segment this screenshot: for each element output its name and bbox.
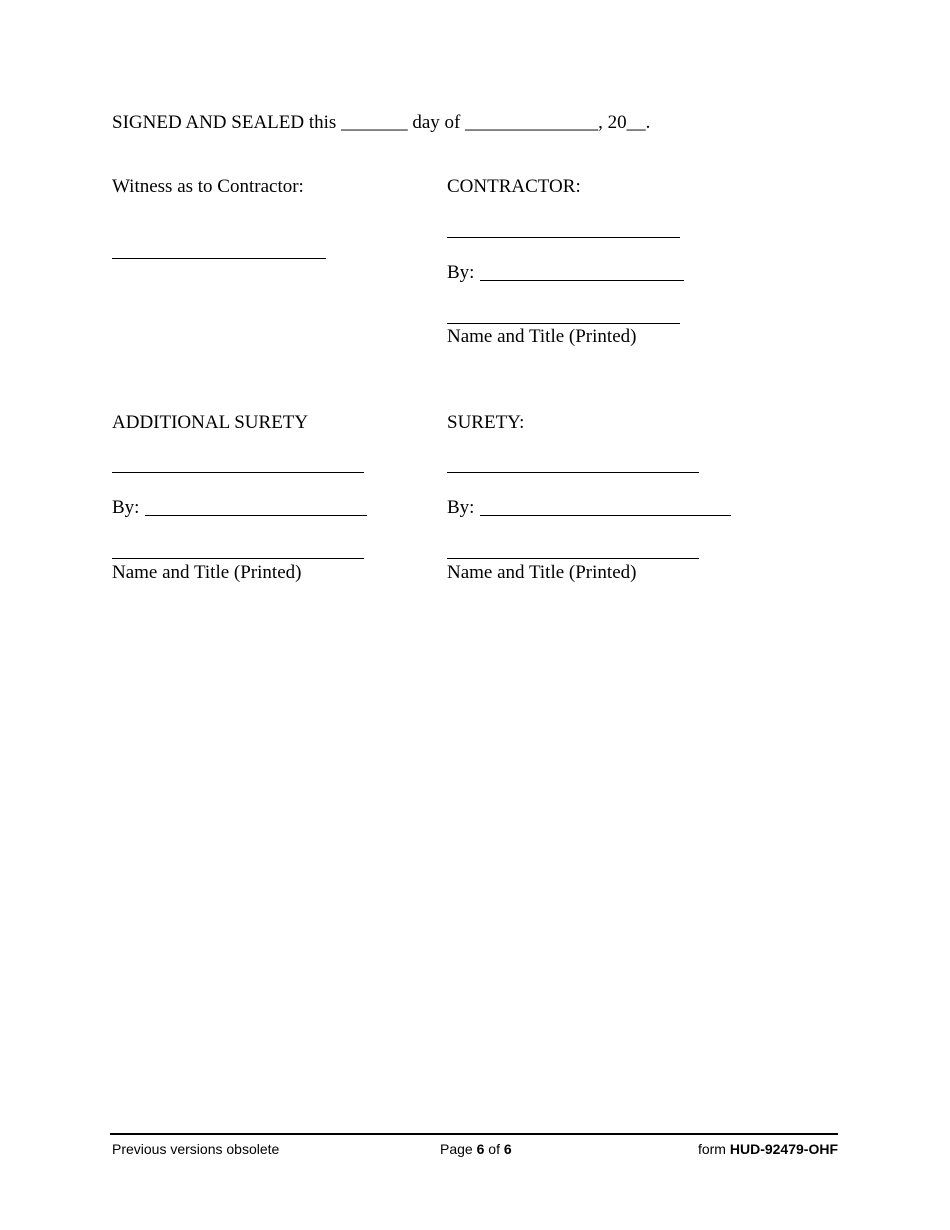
- surety-name-line[interactable]: [447, 472, 699, 473]
- page-total: 6: [503, 1141, 512, 1157]
- additional-surety-label: ADDITIONAL SURETY: [112, 412, 309, 433]
- day-blank[interactable]: _______: [341, 112, 408, 133]
- year-blank[interactable]: __: [626, 112, 646, 133]
- surety-by-label: By:: [447, 497, 475, 518]
- signed-text-3: , 20: [598, 112, 627, 133]
- page-prefix: Page: [440, 1141, 477, 1157]
- signed-text-4: .: [645, 112, 651, 133]
- footer-form-id: [698, 1141, 838, 1158]
- additional-surety-name-line[interactable]: [112, 472, 364, 473]
- form-number: HUD-92479-OHF: [729, 1141, 838, 1157]
- additional-surety-name-title-label: Name and Title (Printed): [112, 562, 302, 583]
- surety-name-title-label: Name and Title (Printed): [447, 562, 637, 583]
- signed-sealed-line: [112, 112, 650, 134]
- footer-page-number: [440, 1141, 512, 1158]
- contractor-name-title-label: Name and Title (Printed): [447, 326, 637, 347]
- signed-text-2: day of: [407, 112, 466, 133]
- footer-previous-versions: Previous versions obsolete: [112, 1141, 280, 1157]
- surety-printed-name-line[interactable]: [447, 558, 699, 559]
- contractor-name-line[interactable]: [447, 237, 680, 238]
- witness-signature-line[interactable]: [112, 258, 326, 259]
- contractor-label: CONTRACTOR:: [447, 176, 581, 197]
- contractor-by-label: By:: [447, 262, 475, 283]
- witness-label: Witness as to Contractor:: [112, 176, 304, 197]
- surety-by-line[interactable]: [480, 515, 731, 516]
- form-prefix: form: [697, 1141, 730, 1157]
- additional-surety-by-line[interactable]: [145, 515, 367, 516]
- contractor-printed-name-line[interactable]: [447, 323, 680, 324]
- signed-text-1: SIGNED AND SEALED this: [112, 112, 342, 133]
- page-of: of: [484, 1141, 504, 1157]
- additional-surety-printed-name-line[interactable]: [112, 558, 364, 559]
- contractor-by-line[interactable]: [480, 280, 684, 281]
- page-current: 6: [476, 1141, 485, 1157]
- additional-surety-by-label: By:: [112, 497, 140, 518]
- surety-label: SURETY:: [447, 412, 525, 433]
- footer-rule: [110, 1133, 838, 1135]
- month-blank[interactable]: ______________: [465, 112, 599, 133]
